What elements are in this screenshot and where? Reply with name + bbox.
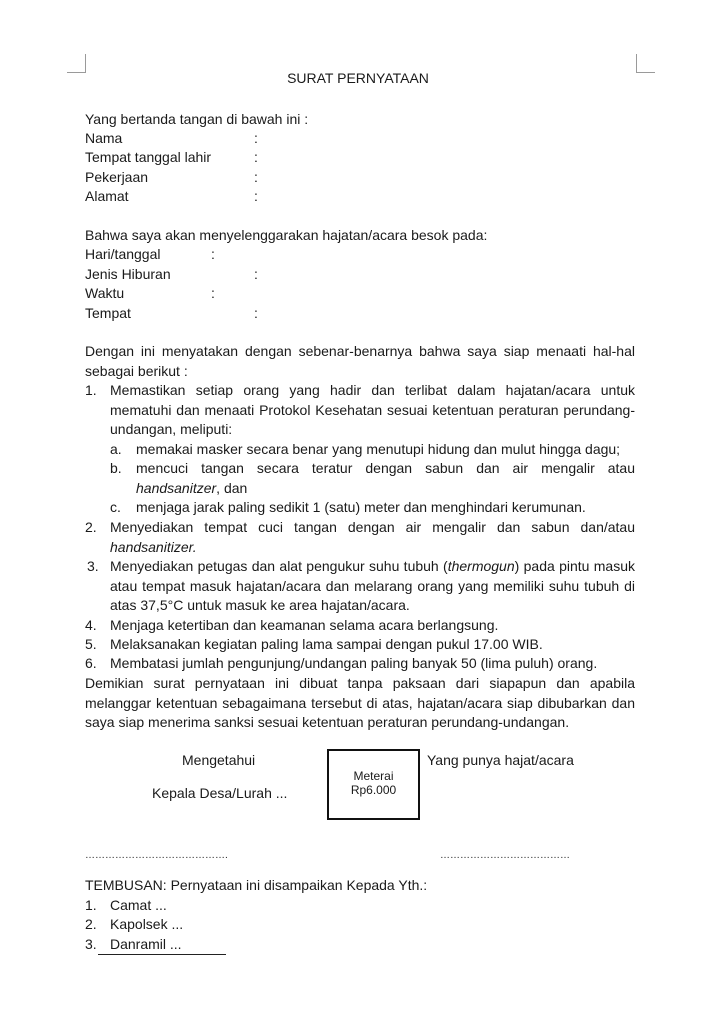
stamp-label: Meterai bbox=[353, 769, 394, 783]
document-title: SURAT PERNYATAAN bbox=[287, 70, 429, 86]
field-colon: : bbox=[254, 169, 258, 185]
list-item-3-text-b: ) pada pintu masuk atau tempat masuk hajatan/acara dan melarang orang yang memiliki suhu tubuh di atas 37,5°C untuk masuk ke area hajatan/acara. bbox=[110, 558, 635, 613]
field-label-alamat: Alamat bbox=[85, 188, 129, 204]
field-colon: : bbox=[254, 266, 258, 282]
list-number: 5. bbox=[85, 636, 97, 652]
field-label-nama: Nama bbox=[85, 130, 123, 146]
event-intro: Bahwa saya akan menyelenggarakan hajatan/acara besok pada: bbox=[85, 227, 488, 243]
signature-line-left: ……………………………………. bbox=[85, 850, 228, 861]
field-label-waktu: Waktu bbox=[85, 285, 125, 301]
list-item-4: Menjaga ketertiban dan keamanan selama acara berlangsung. bbox=[110, 617, 499, 633]
sign-right-heading: Yang punya hajat/acara bbox=[427, 752, 574, 768]
intro-text: Yang bertanda tangan di bawah ini : bbox=[85, 111, 309, 127]
cc-item-3: Danramil ... bbox=[110, 936, 182, 952]
field-label-hari: Hari/tanggal bbox=[85, 246, 161, 262]
list-number: 4. bbox=[85, 617, 97, 633]
sublist-item-b-text: mencuci tangan secara teratur dengan sabun dan air mengalir atau bbox=[136, 460, 635, 476]
list-number: 3. bbox=[85, 936, 97, 952]
sublist-item-a: memakai masker secara benar yang menutupi hidung dan mulut hingga dagu; bbox=[136, 441, 621, 457]
list-number: 3. bbox=[87, 558, 99, 574]
list-item-6: Membatasi jumlah pengunjung/undangan paling banyak 50 (lima puluh) orang. bbox=[110, 655, 598, 671]
list-number: 6. bbox=[85, 655, 97, 671]
list-item-3-italic: thermogun bbox=[447, 558, 515, 574]
sublist-item-b-italic: handsanitzer bbox=[136, 479, 217, 496]
list-item-5: Melaksanakan kegiatan paling lama sampai dengan pukul 17.00 WIB. bbox=[110, 636, 543, 652]
statement-paragraph: Dengan ini menyatakan dengan sebenar-benarnya bahwa saya siap menaati hal-hal sebagai berikut : bbox=[85, 343, 635, 379]
signature-line-right: ………………………………… bbox=[440, 850, 570, 861]
sign-left-heading: Mengetahui bbox=[182, 752, 256, 768]
list-item-2-italic: handsanitizer. bbox=[110, 538, 197, 555]
field-colon: : bbox=[254, 149, 258, 165]
closing-paragraph: Demikian surat pernyataan ini dibuat tanpa paksaan dari siapapun dan apabila melanggar ketentuan sebagaimana tersebut di atas, hajatan/acara siap dibubarkan dan saya siap menerima sanksi sesuai ketentuan peraturan perundang-undangan. bbox=[85, 675, 635, 730]
field-label-pekerjaan: Pekerjaan bbox=[85, 169, 149, 185]
list-item-3-text-a: Menyediakan petugas dan alat pengukur suhu tubuh ( bbox=[110, 558, 448, 574]
sublist-item-b bbox=[136, 459, 635, 498]
list-item-3 bbox=[110, 557, 635, 616]
list-number: 1. bbox=[85, 382, 97, 398]
list-number: 1. bbox=[85, 897, 97, 913]
field-colon: : bbox=[211, 285, 215, 301]
cc-underline bbox=[98, 954, 226, 955]
list-item-2 bbox=[110, 518, 635, 557]
list-number: 2. bbox=[85, 916, 97, 932]
field-colon: : bbox=[254, 130, 258, 146]
sublist-letter: a. bbox=[110, 441, 122, 457]
field-colon: : bbox=[254, 188, 258, 204]
field-label-tempat: Tempat bbox=[85, 305, 131, 321]
cc-heading: TEMBUSAN: Pernyataan ini disampaikan Kepada Yth.: bbox=[85, 877, 428, 893]
field-colon: : bbox=[211, 246, 215, 262]
sign-left-title: Kepala Desa/Lurah ... bbox=[152, 785, 288, 801]
sublist-item-c: menjaga jarak paling sedikit 1 (satu) meter dan menghindari kerumunan. bbox=[136, 499, 586, 515]
field-label-ttl: Tempat tanggal lahir bbox=[85, 149, 212, 165]
field-label-hiburan: Jenis Hiburan bbox=[85, 266, 171, 282]
sublist-letter: c. bbox=[110, 499, 121, 515]
cc-item-1: Camat ... bbox=[110, 897, 167, 913]
field-colon: : bbox=[254, 305, 258, 321]
sublist-item-b-end: , dan bbox=[216, 479, 248, 496]
list-number: 2. bbox=[85, 519, 97, 535]
list-item-1: Memastikan setiap orang yang hadir dan terlibat dalam hajatan/acara untuk mematuhi dan menaati Protokol Kesehatan sesuai ketentuan peraturan perundang-undangan, meliputi: bbox=[110, 382, 635, 437]
stamp-value: Rp6.000 bbox=[350, 783, 397, 797]
stamp-box bbox=[327, 749, 420, 820]
cc-item-2: Kapolsek ... bbox=[110, 916, 184, 932]
list-item-2-text: Menyediakan tempat cuci tangan dengan air mengalir dan sabun dan/atau bbox=[110, 519, 635, 535]
sublist-letter: b. bbox=[110, 460, 122, 476]
